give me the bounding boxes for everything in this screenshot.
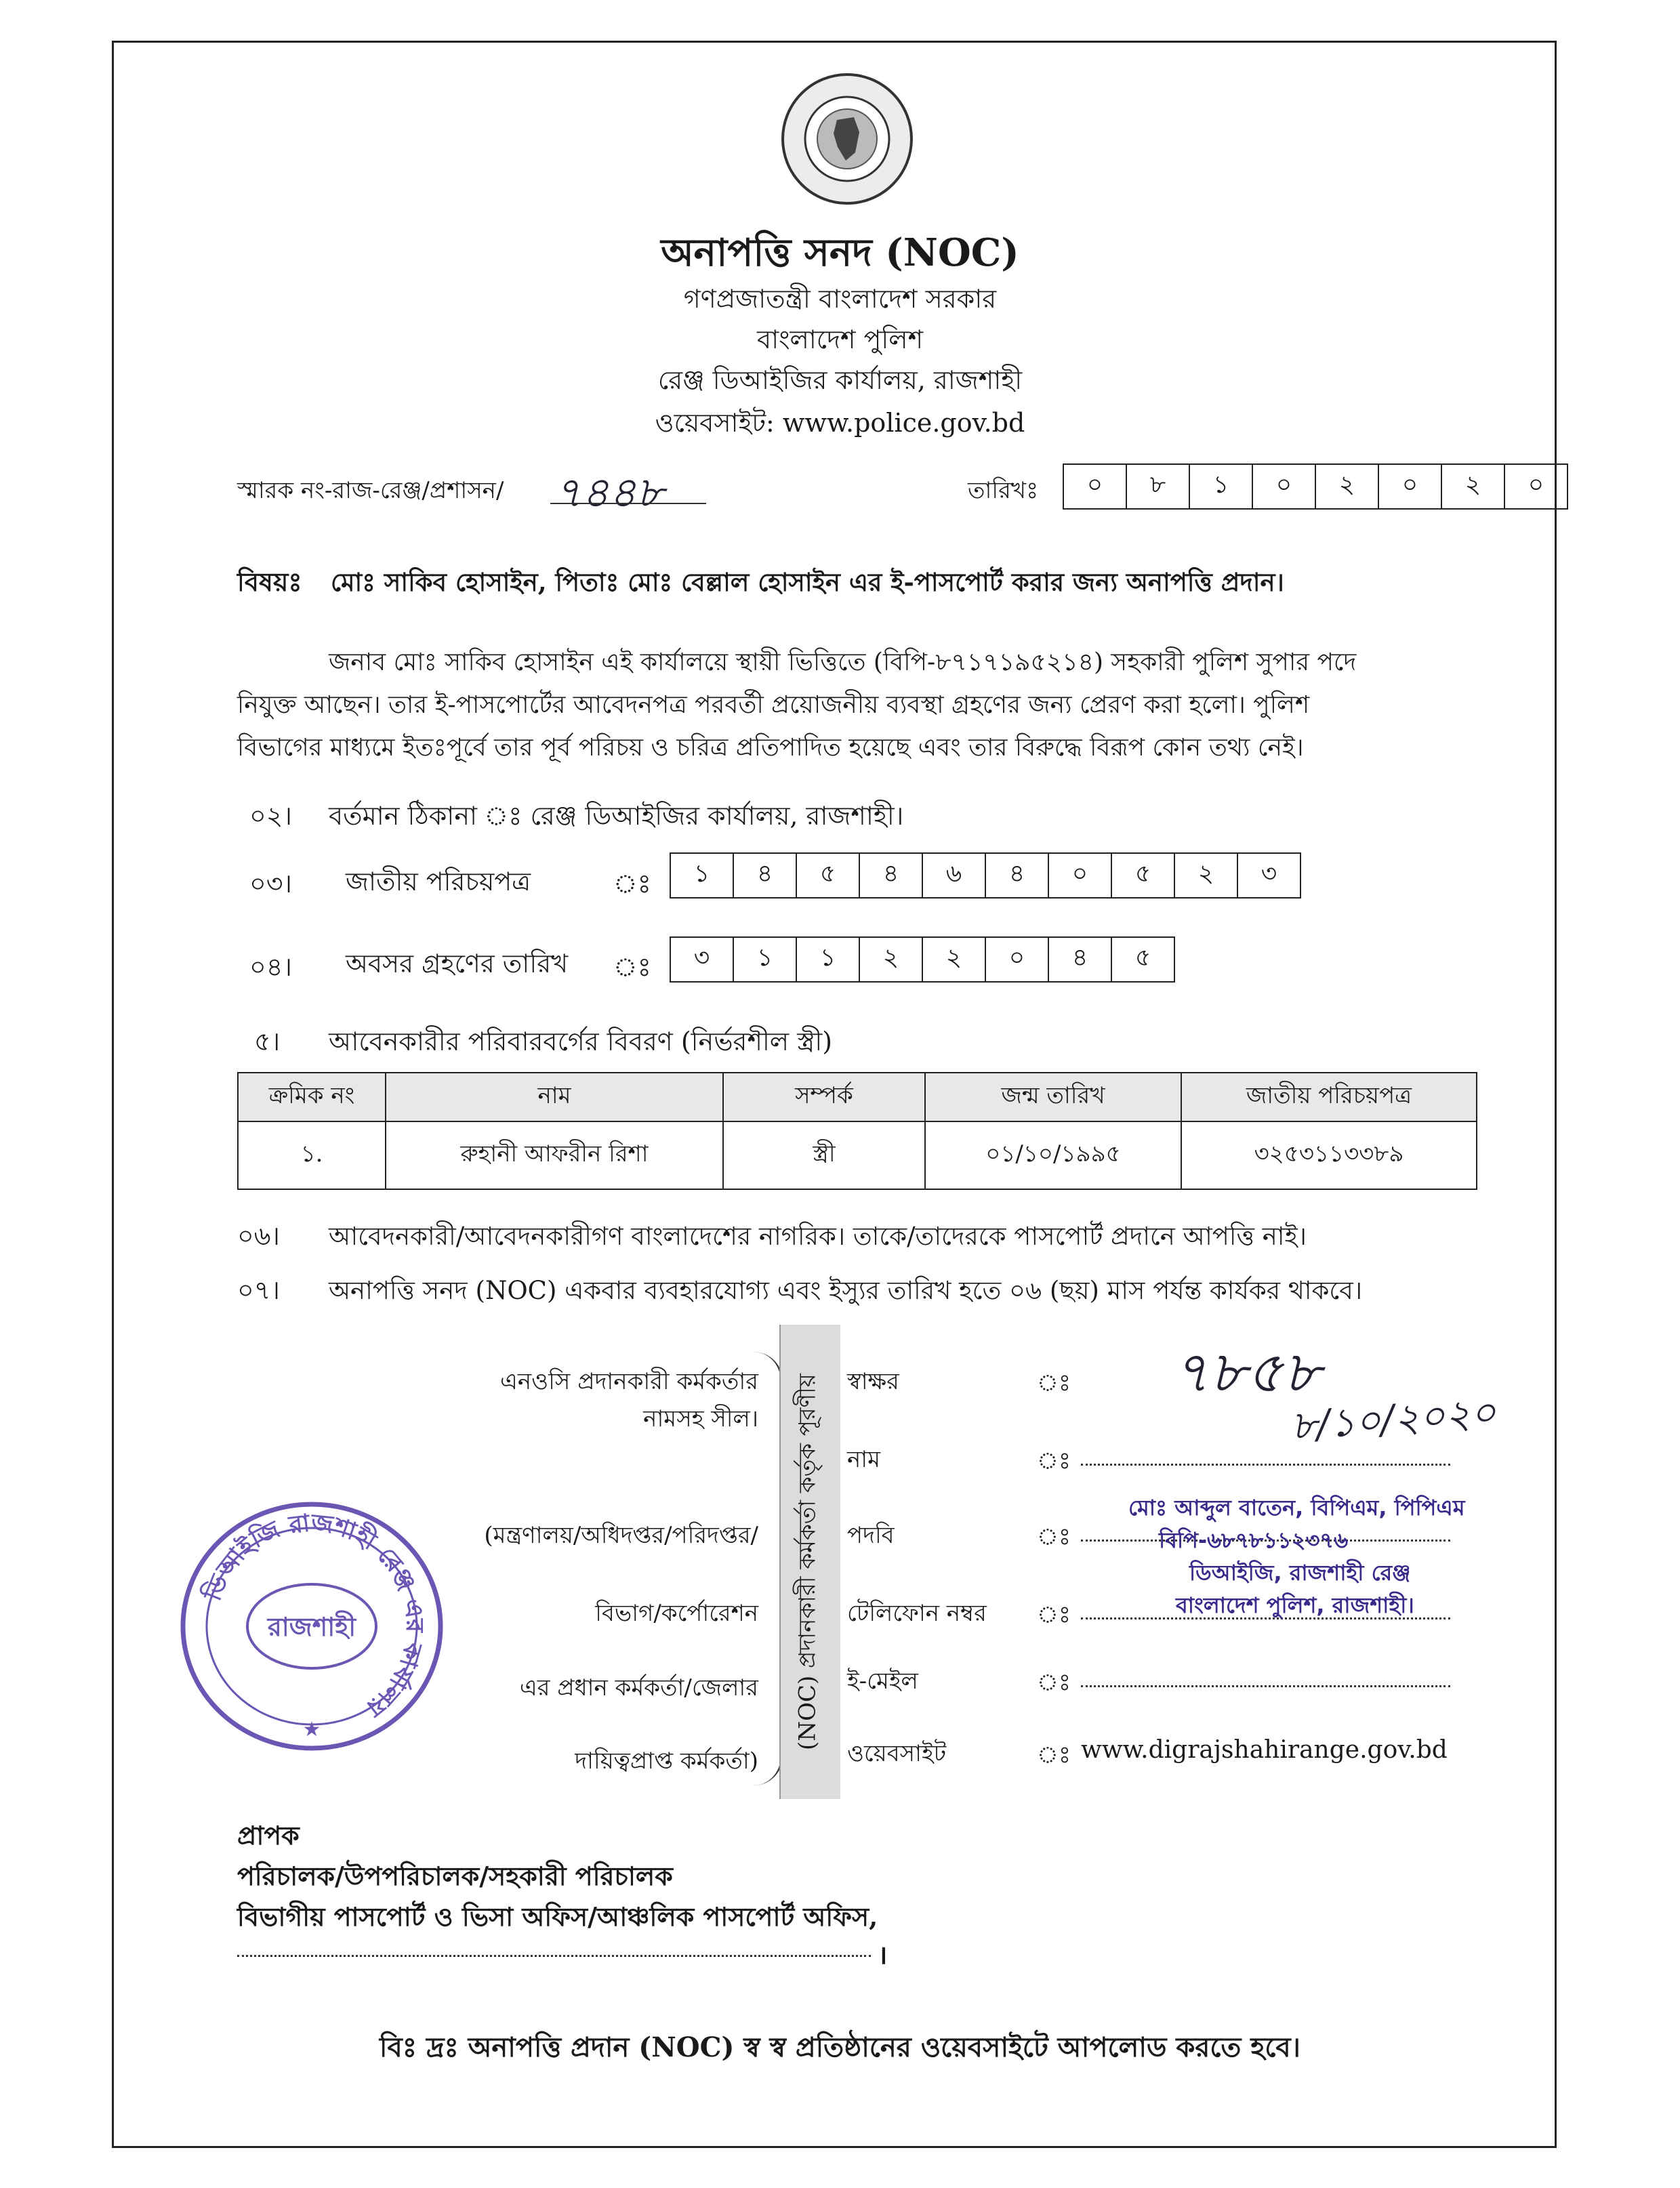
- field-name-label: নাম: [847, 1446, 881, 1473]
- retirement-digit: ১: [733, 936, 797, 983]
- item-07-number: ০৭।: [237, 1275, 281, 1305]
- field-signature-colon: ঃ: [1037, 1369, 1071, 1397]
- cell-relation: স্ত্রী: [723, 1121, 925, 1189]
- item-07-text: অনাপত্তি সনদ (NOC) একবার ব্যবহারযোগ্য এবং ইস্যুর তারিখ হতে ০৬ (ছয়) মাস পর্যন্ত কার্যকর থাকবে।: [329, 1276, 1363, 1305]
- date-digit: ০: [1504, 463, 1568, 510]
- officer-stamp-line-3: ডিআইজি, রাজশাহী রেঞ্জ: [1189, 1560, 1411, 1586]
- officer-desc-line-3: (মন্ত্রণালয়/অধিদপ্তর/পরিদপ্তর/: [484, 1522, 758, 1549]
- recipient-line-3-dots: [237, 1955, 871, 1957]
- body-line-3: বিভাগের মাধ্যমে ইতঃপূর্বে তার পূর্ব পরিচয় ও চরিত্র প্রতিপাদিত হয়েছে এবং তার বিরুদ্ধে বিরূপ কোন তথ্য নেই।: [237, 734, 1304, 762]
- nid-digit: ৪: [859, 852, 923, 899]
- col-header-dob: জন্ম তারিখ: [925, 1073, 1181, 1121]
- svg-text:★: ★: [302, 1718, 321, 1741]
- officer-stamp-line-2: বিপি-৬৮৭৮১১২৩৭৬: [1159, 1527, 1349, 1553]
- field-phone-label: টেলিফোন নম্বর: [847, 1600, 987, 1627]
- date-digit: ১: [1189, 463, 1253, 510]
- signature-date: ৮/১০/২০২০: [1289, 1388, 1498, 1449]
- office-name: রেঞ্জ ডিআইজির কার্যালয়, রাজশাহী: [657, 365, 1023, 395]
- item-06-number: ০৬।: [237, 1221, 281, 1251]
- item-05-number: ৫।: [254, 1027, 281, 1056]
- officer-desc-line-2: নামসহ সীল।: [643, 1405, 758, 1432]
- retirement-boxes: [671, 936, 1175, 983]
- nid-digit: ১: [670, 852, 734, 899]
- cell-serial: ১.: [238, 1121, 386, 1189]
- officer-desc-bracket: [754, 1352, 783, 1786]
- round-seal-icon: [169, 1491, 454, 1762]
- vertical-band-text: (NOC) প্রদানকারী কর্মকর্তা কর্তৃক পূরণীয়: [794, 1374, 821, 1750]
- retirement-digit: ৩: [670, 936, 734, 983]
- nid-digit: ৫: [1111, 852, 1175, 899]
- field-designation-label: পদবি: [847, 1522, 895, 1549]
- officer-desc-line-4: বিভাগ/কর্পোরেশন: [595, 1600, 758, 1627]
- cell-name: রুহানী আফরীন রিশা: [386, 1121, 723, 1189]
- date-digit: ২: [1315, 463, 1379, 510]
- date-digit: ০: [1378, 463, 1442, 510]
- nid-label: জাতীয় পরিচয়পত্র: [346, 867, 531, 896]
- retirement-digit: ২: [859, 936, 923, 983]
- retirement-digit: ৪: [1048, 936, 1112, 983]
- item-02-text: বর্তমান ঠিকানা ঃ রেঞ্জ ডিআইজির কার্যালয়, রাজশাহী।: [329, 801, 904, 831]
- dept-name: বাংলাদেশ পুলিশ: [756, 325, 924, 354]
- date-digit: ০: [1063, 463, 1127, 510]
- field-name-line: [1081, 1464, 1450, 1466]
- date-digit: ৮: [1126, 463, 1190, 510]
- table-header-row: [238, 1073, 1477, 1121]
- govt-seal-icon: [779, 71, 915, 207]
- date-boxes: [1064, 463, 1568, 510]
- field-email-label: ই-মেইল: [847, 1668, 918, 1695]
- body-line-1: জনাব মোঃ সাকিব হোসাইন এই কার্যালয়ে স্থায়ী ভিত্তিতে (বিপি-৮৭১৭১৯৫২১৪) সহকারী পুলিশ সুপার পদে: [329, 648, 1357, 676]
- item-06-text: আবেদনকারী/আবেদনকারীগণ বাংলাদেশের নাগরিক। তাকে/তাদেরকে পাসপোর্ট প্রদানে আপত্তি নাই।: [329, 1222, 1307, 1251]
- field-name-colon: ঃ: [1037, 1447, 1071, 1474]
- nid-digit: ৫: [796, 852, 860, 899]
- retirement-digit: ৫: [1111, 936, 1175, 983]
- field-website-label: ওয়েবসাইট: [847, 1740, 947, 1767]
- officer-desc-line-6: দায়িত্বপ্রাপ্ত কর্মকর্তা): [575, 1748, 758, 1775]
- cell-nid: ৩২৫৩১১৩৩৮৯: [1181, 1121, 1477, 1189]
- date-label: তারিখঃ: [968, 477, 1039, 504]
- family-table: [237, 1072, 1477, 1190]
- item-03-number: ০৩।: [249, 869, 293, 899]
- nid-digit: ৪: [985, 852, 1049, 899]
- officer-stamp-line-1: মোঃ আব্দুল বাতেন, বিপিএম, পিপিএম: [1128, 1495, 1465, 1521]
- subject-label: বিষয়ঃ: [237, 566, 302, 597]
- field-website-value: www.digrajshahirange.gov.bd: [1081, 1736, 1448, 1764]
- col-header-name: নাম: [386, 1073, 723, 1121]
- nid-digit: ৬: [922, 852, 986, 899]
- field-email-line: [1081, 1685, 1450, 1687]
- retirement-digit: ০: [985, 936, 1049, 983]
- field-designation-colon: ঃ: [1037, 1523, 1071, 1550]
- recipient-line-1: পরিচালক/উপপরিচালক/সহকারী পরিচালক: [237, 1861, 673, 1891]
- retirement-colon: ঃ: [613, 952, 651, 982]
- nid-boxes: [671, 852, 1301, 899]
- body-line-2: নিযুক্ত আছেন। তার ই-পাসপোর্টের আবেদনপত্র পরবর্তী প্রয়োজনীয় ব্যবস্থা গ্রহণের জন্য প্রেরণ করা হলো। পুলিশ: [237, 691, 1310, 719]
- date-digit: ০: [1252, 463, 1316, 510]
- item-04-number: ০৪।: [249, 952, 292, 982]
- nid-digit: ৪: [733, 852, 797, 899]
- govt-name: গণপ্রজাতন্ত্রী বাংলাদেশ সরকার: [683, 284, 997, 314]
- field-email-colon: ঃ: [1037, 1669, 1071, 1696]
- officer-desc-line-5: এর প্রধান কর্মকর্তা/জেলার: [519, 1674, 758, 1701]
- subject-text: মোঃ সাকিব হোসাইন, পিতাঃ মোঃ বেল্লাল হোসাইন এর ই-পাসপোর্ট করার জন্য অনাপত্তি প্রদান।: [331, 567, 1284, 597]
- nid-colon: ঃ: [613, 869, 651, 899]
- retirement-label: অবসর গ্রহণের তারিখ: [346, 949, 569, 978]
- recipient-line-2: বিভাগীয় পাসপোর্ট ও ভিসা অফিস/আঞ্চলিক পাসপোর্ট অফিস,: [237, 1901, 878, 1932]
- nid-digit: ৩: [1237, 852, 1301, 899]
- recipient-label: প্রাপক: [237, 1820, 300, 1851]
- retirement-digit: ২: [922, 936, 986, 983]
- cell-dob: ০১/১০/১৯৯৫: [925, 1121, 1181, 1189]
- col-header-nid: জাতীয় পরিচয়পত্র: [1181, 1073, 1477, 1121]
- date-digit: ২: [1441, 463, 1505, 510]
- table-row: [238, 1121, 1477, 1189]
- nid-digit: ০: [1048, 852, 1112, 899]
- col-header-relation: সম্পর্ক: [723, 1073, 925, 1121]
- footnote: বিঃ দ্রঃ অনাপত্তি প্রদান (NOC) স্ব স্ব প্রতিষ্ঠানের ওয়েবসাইটে আপলোড করতে হবে।: [380, 2031, 1300, 2063]
- memo-number-underline: [550, 503, 706, 504]
- officer-desc-line-1: এনওসি প্রদানকারী কর্মকর্তার: [500, 1368, 758, 1395]
- field-signature-label: স্বাক্ষর: [847, 1368, 899, 1395]
- field-phone-colon: ঃ: [1037, 1601, 1071, 1628]
- round-seal-inner-text: রাজশাহী: [267, 1612, 356, 1642]
- signature-scribble: ৭৮৫৮: [1172, 1339, 1321, 1405]
- retirement-digit: ১: [796, 936, 860, 983]
- nid-digit: ২: [1174, 852, 1238, 899]
- col-header-serial: ক্রমিক নং: [238, 1073, 386, 1121]
- recipient-line-3-end: ।: [878, 1939, 888, 1970]
- officer-stamp-line-4: বাংলাদেশ পুলিশ, রাজশাহী।: [1176, 1592, 1414, 1618]
- document-title: অনাপত্তি সনদ (NOC): [661, 230, 1019, 275]
- header-website: ওয়েবসাইট: www.police.gov.bd: [655, 408, 1025, 438]
- memo-number: ৭৪৪৮: [554, 468, 664, 517]
- item-05-text: আবেনকারীর পরিবারবর্গের বিবরণ (নির্ভরশীল স্ত্রী): [329, 1027, 833, 1056]
- memo-label: স্মারক নং-রাজ-রেঞ্জ/প্রশাসন/: [237, 477, 504, 504]
- round-seal-outer-text: ডিআইজি রাজশাহী রেঞ্জ এর কার্যালয়: [199, 1509, 429, 1722]
- item-02-number: ০২।: [249, 801, 293, 831]
- field-website-colon: ঃ: [1037, 1741, 1071, 1769]
